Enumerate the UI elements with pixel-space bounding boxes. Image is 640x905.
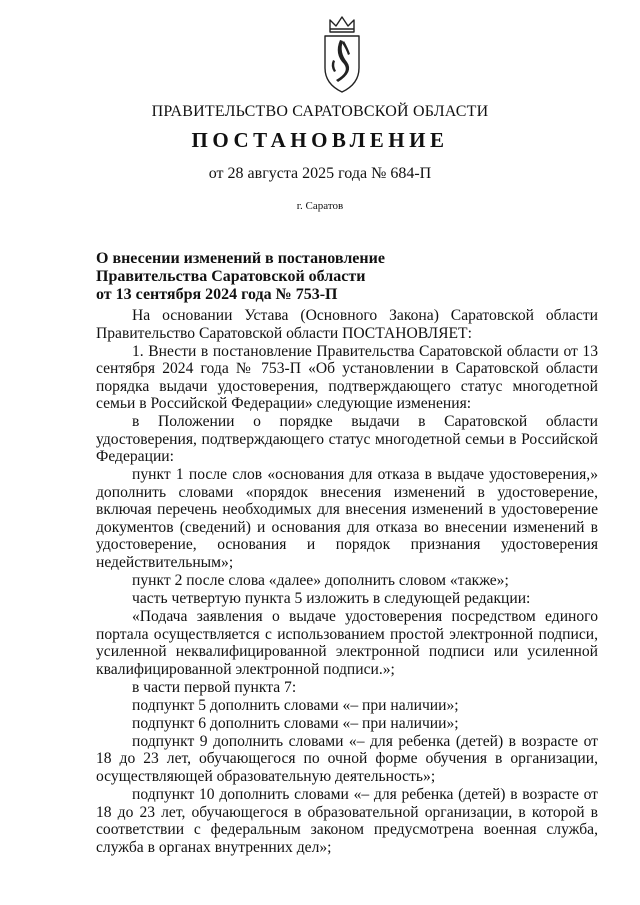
document-city: г. Саратов <box>296 200 344 212</box>
document-date-number: от 28 августа 2025 года № 684-П <box>208 165 432 182</box>
government-name: ПРАВИТЕЛЬСТВО САРАТОВСКОЙ ОБЛАСТИ <box>151 103 489 120</box>
body-paragraph: подпункт 5 дополнить словами «– при наличии»; <box>132 696 459 714</box>
body-paragraph: пункт 1 после слов «основания для отказа в выдаче удостоверения,» дополнить словами «порядок внесения изменений в удостоверение, включая перечень необходимых для внесения изменений в удостоверение документов (сведений) и основания для отказа во внесении изменений в удостоверение, основания и порядок признания удостоверения недействительным»; <box>96 466 598 571</box>
body-paragraph: подпункт 10 дополнить словами «– для ребенка (детей) в возрасте от 18 до 23 лет, обучающегося в образовательной организации, в которой в соответствии с федеральным законом предусмотрена военная служба, служба в органах внутренних дел»; <box>96 786 598 856</box>
document-type: ПОСТАНОВЛЕНИЕ <box>191 128 449 152</box>
body-paragraph: На основании Устава (Основного Закона) Саратовской области Правительство Саратовской области ПОСТАНОВЛЯЕТ: <box>96 307 598 342</box>
subject-line: О внесении изменений в постановление <box>96 250 385 267</box>
body-paragraph: 1. Внести в постановление Правительства Саратовской области от 13 сентября 2024 года № 753-П «Об установлении в Саратовской области порядка выдачи удостоверения, подтверждающего статус многодетной семьи в Российской Федерации» следующие изменения: <box>96 342 598 413</box>
body-paragraph: подпункт 6 дополнить словами «– при наличии»; <box>132 714 459 732</box>
body-paragraph: подпункт 9 дополнить словами «– для ребенка (детей) в возрасте от 18 до 23 лет, обучающегося по очной форме обучения в организации, осуществляющей образовательную деятельность»; <box>96 732 598 785</box>
subject-line: от 13 сентября 2024 года № 753-П <box>96 286 338 303</box>
body-paragraph: «Подача заявления о выдаче удостоверения посредством единого портала осуществляется с использованием простой электронной подписи, усиленной неквалифицированной электронной подписи или усиленной квалифицированной электронной подписи.»; <box>96 608 598 678</box>
subject-line: Правительства Саратовской области <box>96 268 366 285</box>
body-paragraph: в Положении о порядке выдачи в Саратовской области удостоверения, подтверждающего статус многодетной семьи в Российской Федерации: <box>96 413 598 466</box>
body-paragraph: часть четвертую пункта 5 изложить в следующей редакции: <box>132 589 531 607</box>
coat-of-arms-icon <box>316 14 368 94</box>
document-body <box>96 307 598 856</box>
body-paragraph: в части первой пункта 7: <box>132 678 297 696</box>
body-paragraph: пункт 2 после слова «далее» дополнить словом «также»; <box>132 571 509 589</box>
document-subject <box>96 250 385 304</box>
